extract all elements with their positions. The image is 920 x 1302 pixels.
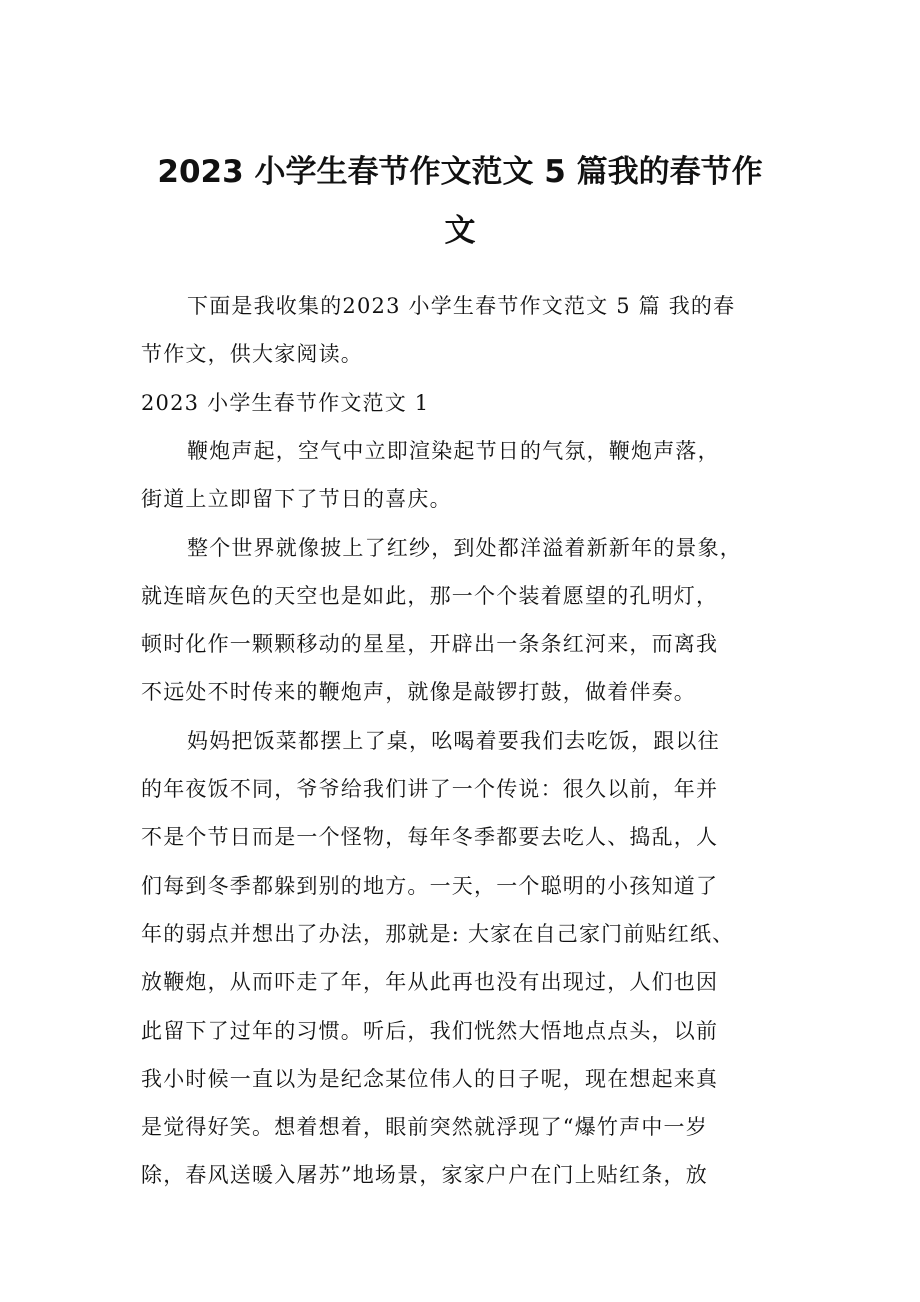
document-title-line-2: 文 — [444, 213, 476, 249]
document-title-line-1: 2023 小学生春节作文范文 5 篇我的春节作 — [157, 154, 763, 190]
body-line: 我小时候一直以为是纪念某位伟人的日子呢，现在想起来真 — [141, 1066, 719, 1091]
body-line: 就连暗灰色的天空也是如此，那一个个装着愿望的孔明灯， — [141, 583, 719, 608]
body-line: 下面是我收集的2023 小学生春节作文范文 5 篇 我的春 — [187, 294, 736, 318]
body-line: 的年夜饭不同，爷爷给我们讲了一个传说：很久以前，年并 — [141, 777, 719, 801]
body-line: 是觉得好笑。想着想着，眼前突然就浮现了“爆竹声中一岁 — [141, 1115, 708, 1140]
body-line: 顿时化作一颗颗移动的星星，开辟出一条条红河来，而离我 — [141, 632, 719, 657]
body-line: 此留下了过年的习惯。听后，我们恍然大悟地点点头，以前 — [141, 1018, 719, 1043]
body-line: 2023 小学生春节作文范文 1 — [141, 390, 430, 415]
body-line: 除，春风送暖入屠苏”地场景，家家户户在门上贴红条，放 — [141, 1163, 708, 1188]
body-line: 整个世界就像披上了红纱，到处都洋溢着新新年的景象， — [187, 535, 742, 560]
body-line: 妈妈把饭菜都摆上了桌，吆喝着要我们去吃饭，跟以往 — [187, 728, 720, 753]
body-line: 年的弱点并想出了办法，那就是: 大家在自己家门前贴红纸、 — [141, 921, 735, 946]
body-line: 街道上立即留下了节日的喜庆。 — [141, 487, 452, 512]
body-line: 节作文，供大家阅读。 — [141, 342, 363, 367]
body-line: 放鞭炮，从而吓走了年，年从此再也没有出现过，人们也因 — [141, 970, 719, 995]
body-line: 们每到冬季都躲到别的地方。一天，一个聪明的小孩知道了 — [141, 873, 719, 898]
body-line: 不是个节日而是一个怪物，每年冬季都要去吃人、捣乱，人 — [141, 825, 719, 850]
body-line: 不远处不时传来的鞭炮声，就像是敲锣打鼓，做着伴奏。 — [141, 680, 696, 705]
body-line: 鞭炮声起，空气中立即渲染起节日的气氛，鞭炮声落， — [187, 438, 720, 463]
